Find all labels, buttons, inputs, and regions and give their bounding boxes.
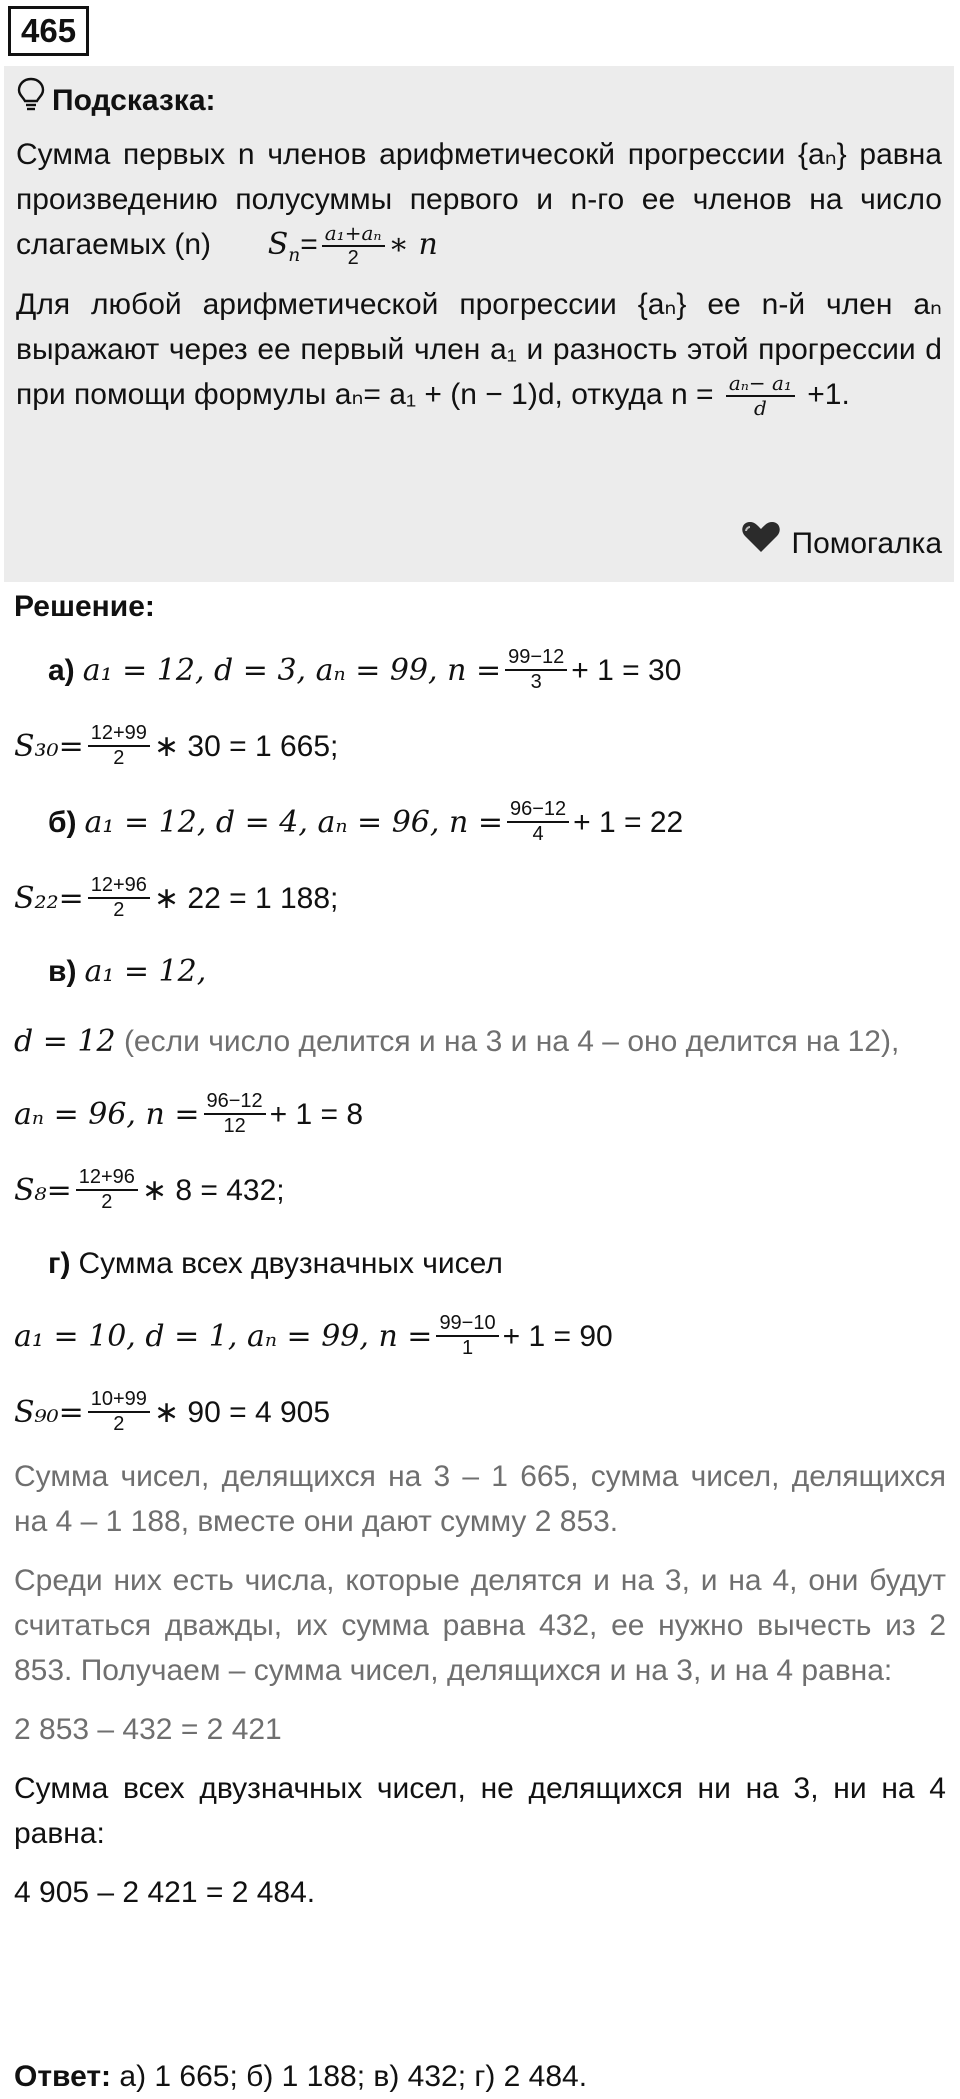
hint-box: [4, 66, 954, 582]
solution-g-line: a₁ = 10, d = 1, aₙ = 99, n = $\frac{99-10}{1}$ + 1 = 90: [14, 1312, 613, 1359]
final-calc: 4 905 – 2 421 = 2 484.: [14, 1876, 316, 1909]
hint-paragraph-1: Сумма первых n членов арифметичесокй прогрессии {aₙ} равна произведению полусуммы первого и n-го ее членов на число слагаемых (n) $S_n=$ $\frac{\text{a₁+aₙ}}{2}$ ∗ n: [16, 138, 942, 270]
hint-p1-text: Сумма первых n членов арифметичесокй прогрессии {aₙ} равна произведению полусуммы первого и n-го ее членов на число слагаемых (n): [16, 138, 942, 261]
heart-icon: [740, 519, 782, 568]
formula-frac: $\frac{\text{a₁+aₙ}}{2}$: [322, 222, 385, 270]
solution-b-line: б) a₁ = 12, d = 4, aₙ = 96, n = $\frac{96-12}{4}$ + 1 = 22: [48, 798, 684, 845]
hint-paragraph-2: [16, 282, 942, 420]
solution-a-sum: S₃₀= $\frac{12+99}{2}$ ∗ 30 = 1 665;: [14, 722, 339, 769]
hint-title: Подсказка:: [52, 83, 216, 117]
formula-s-lhs: S: [267, 227, 289, 262]
hint-header: [16, 72, 942, 128]
hint-p2-tail-suffix: +1.: [807, 378, 850, 412]
solution-a-line: а) a₁ = 12, d = 3, aₙ = 99, n = $\frac{99-12}{3}$ + 1 = 30: [48, 646, 682, 693]
gray-paragraph-1: Сумма чисел, делящихся на 3 – 1 665, сумма чисел, делящихся на 4 – 1 188, вместе они дают сумму 2 853.: [14, 1460, 946, 1538]
solution-title: Решение:: [14, 590, 155, 623]
hint-p2-tail-prefix: откуда n =: [571, 378, 714, 412]
problem-number: 465: [8, 6, 89, 56]
solution-v-an: aₙ = 96, n = $\frac{96-12}{12}$ + 1 = 8: [14, 1090, 364, 1137]
formula-n-frac: $\frac{\text{aₙ− a₁}}{d}$: [726, 372, 795, 420]
solution: [14, 582, 946, 1915]
solution-b-sum: S₂₂= $\frac{12+96}{2}$ ∗ 22 = 1 188;: [14, 874, 339, 921]
answer: [14, 2054, 587, 2099]
answer-label: Ответ:: [14, 2060, 112, 2093]
solution-v-d: d = 12 (если число делится и на 3 и на 4 – оно делится на 12),: [14, 1023, 900, 1059]
answer-text: а) 1 665; б) 1 188; в) 432; г) 2 484.: [119, 2060, 588, 2093]
solution-v-line: в) a₁ = 12,: [48, 953, 207, 989]
lightbulb-icon: [16, 77, 46, 124]
brand-label: Помогалка: [791, 527, 942, 560]
final-paragraph: Сумма всех двузначных чисел, не делящихся ни на 3, ни на 4 равна:: [14, 1772, 946, 1850]
solution-g-sum: S₉₀= $\frac{10+99}{2}$ ∗ 90 = 4 905: [14, 1388, 331, 1435]
brand: [740, 519, 943, 568]
gray-paragraph-2: Среди них есть числа, которые делятся и на 3, и на 4, они будут считаться дважды, их сумма равна 432, ее нужно вычесть из 2 853. Получаем – сумма чисел, делящихся и на 3, и на 4 равна:: [14, 1564, 946, 1687]
hint-p2-text: Для любой арифметической прогрессии {aₙ} ее n-й член aₙ выражают через ее первый член a₁ и разность этой прогрессии d при помощи формулы aₙ= a₁ + (n − 1)d,: [16, 288, 942, 412]
solution-v-sum: S₈= $\frac{12+96}{2}$ ∗ 8 = 432;: [14, 1166, 285, 1213]
solution-g-title: г) Сумма всех двузначных чисел: [48, 1246, 503, 1280]
formula-s-rhs: ∗ n: [388, 227, 438, 262]
gray-calc: 2 853 – 432 = 2 421: [14, 1713, 282, 1746]
